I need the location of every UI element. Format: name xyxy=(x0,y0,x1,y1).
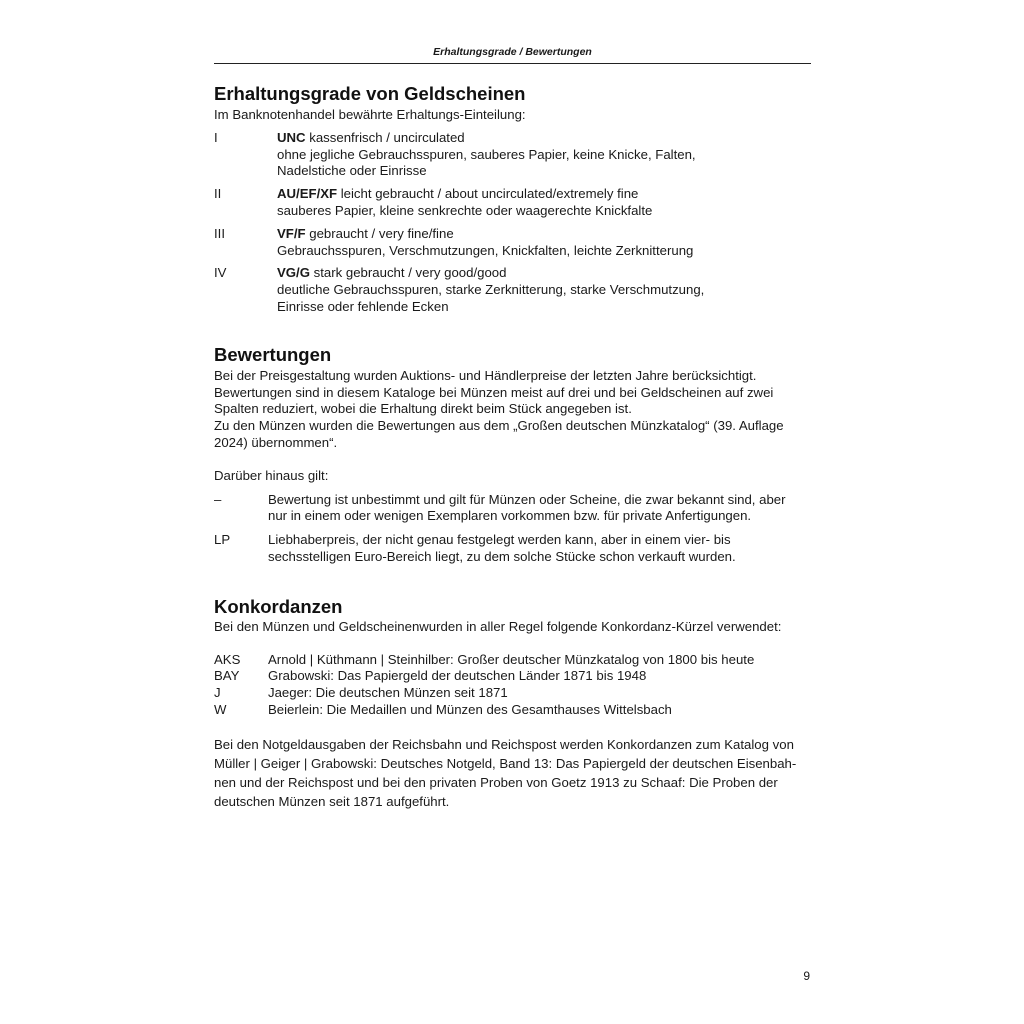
abbreviation-list xyxy=(214,652,811,719)
grade-label: kassenfrisch / uncirculated xyxy=(305,129,465,145)
paragraph-line: deutschen Münzen seit 1871 aufgeführt. xyxy=(214,793,450,809)
grade-detail-line: Einrisse oder fehlende Ecken xyxy=(277,298,449,314)
grade-detail-line: Gebrauchsspuren, Verschmutzungen, Knickfalten, leichte Zerknitterung xyxy=(277,242,694,258)
section-title-konkordanzen: Konkordanzen xyxy=(214,595,343,617)
grade-detail-line: ohne jegliche Gebrauchsspuren, sauberes Papier, keine Knicke, Falten, xyxy=(277,146,696,162)
abbreviation-text: Arnold | Küthmann | Steinhilber: Großer deutscher Münzkatalog von 1800 bis heute xyxy=(268,651,755,667)
paragraph-line: Bei den Notgeldausgaben der Reichsbahn und Reichspost werden Konkordanzen zum Katalog von xyxy=(214,736,794,752)
grades-list xyxy=(214,130,811,316)
grade-number: IV xyxy=(214,265,227,281)
definition-line: Bewertung ist unbestimmt und gilt für Münzen oder Scheine, die zwar bekannt sind, aber xyxy=(268,491,786,507)
abbreviation-text: Grabowski: Das Papiergeld der deutschen Länder 1871 bis 1948 xyxy=(268,668,647,684)
definitions-list xyxy=(214,492,811,566)
grade-detail-line: sauberes Papier, kleine senkrechte oder waagerechte Knickfalte xyxy=(277,202,653,218)
bewertungen-paragraph xyxy=(214,368,811,452)
abbreviation-row xyxy=(214,702,811,719)
page-content xyxy=(214,83,811,811)
grade-row xyxy=(214,130,811,180)
definition-text xyxy=(268,532,811,566)
grade-label: gebraucht / very fine/fine xyxy=(305,225,454,241)
grade-row xyxy=(214,186,811,220)
paragraph-line: Bewertungen sind in diesem Kataloge bei Münzen meist auf drei und bei Geldscheinen auf zwei xyxy=(214,384,774,400)
grade-label: leicht gebraucht / about uncirculated/extremely fine xyxy=(337,186,639,202)
definition-key: – xyxy=(214,491,222,507)
konkordanzen-intro: Bei den Münzen und Geldscheinenwurden in aller Regel folgende Konkordanz-Kürzel verwendet: xyxy=(214,618,782,634)
definition-row xyxy=(214,492,811,526)
grade-code: VF/F xyxy=(277,225,306,241)
closing-paragraph xyxy=(214,735,811,811)
section-intro: Im Banknotenhandel bewährte Erhaltungs-Einteilung: xyxy=(214,107,526,122)
grade-code: AU/EF/XF xyxy=(277,186,338,202)
definition-line: nur in einem oder wenigen Exemplaren vorkommen bzw. für private Anfertigungen. xyxy=(268,508,752,524)
paragraph-line: Zu den Münzen wurden die Bewertungen aus dem „Großen deutschen Münzkatalog“ (39. Auflage xyxy=(214,418,784,434)
definition-row xyxy=(214,532,811,566)
grade-description xyxy=(277,186,811,220)
abbreviation-key: AKS xyxy=(214,651,241,667)
definition-line: sechsstelligen Euro-Bereich liegt, zu dem solche Stücke schon verkauft wurden. xyxy=(268,548,736,564)
abbreviation-key: W xyxy=(214,701,227,717)
abbreviation-text: Jaeger: Die deutschen Münzen seit 1871 xyxy=(268,685,508,701)
additional-note: Darüber hinaus gilt: xyxy=(214,467,329,483)
definition-key: LP xyxy=(214,532,231,548)
paragraph-line: Spalten reduziert, wobei die Erhaltung direkt beim Stück angegeben ist. xyxy=(214,401,632,417)
paragraph-line: nen und der Reichspost und bei den privaten Proben von Goetz 1913 zu Schaaf: Die Proben der xyxy=(214,774,778,790)
paragraph-line: Bei der Preisgestaltung wurden Auktions- und Händlerpreise der letzten Jahre berücksichtigt. xyxy=(214,367,757,383)
abbreviation-text: Beierlein: Die Medaillen und Münzen des Gesamthauses Wittelsbach xyxy=(268,701,672,717)
definition-line: Liebhaberpreis, der nicht genau festgelegt werden kann, aber in einem vier- bis xyxy=(268,532,731,548)
abbreviation-row xyxy=(214,652,811,669)
section-title-bewertungen: Bewertungen xyxy=(214,343,332,365)
definition-text xyxy=(268,492,811,526)
grade-code: VG/G xyxy=(277,265,310,281)
abbreviation-key: BAY xyxy=(214,668,240,684)
grade-number: III xyxy=(214,225,225,241)
grade-row xyxy=(214,265,811,315)
abbreviation-row xyxy=(214,685,811,702)
page-number: 9 xyxy=(803,969,810,983)
grade-number: II xyxy=(214,186,222,202)
paragraph-line: 2024) übernommen“. xyxy=(214,434,338,450)
grade-description xyxy=(277,130,811,180)
header-rule xyxy=(214,63,811,64)
grade-number: I xyxy=(214,129,218,145)
grade-label: stark gebraucht / very good/good xyxy=(309,265,507,281)
abbreviation-key: J xyxy=(214,685,221,701)
running-header: Erhaltungsgrade / Bewertungen xyxy=(433,46,592,58)
grade-detail-line: Nadelstiche oder Einrisse xyxy=(277,163,427,179)
abbreviation-row xyxy=(214,668,811,685)
paragraph-line: Müller | Geiger | Grabowski: Deutsches Notgeld, Band 13: Das Papiergeld der deutschen Eisenbah- xyxy=(214,755,797,771)
grade-description xyxy=(277,226,811,260)
grade-description xyxy=(277,265,811,315)
grade-row xyxy=(214,226,811,260)
grade-code: UNC xyxy=(277,129,306,145)
grade-detail-line: deutliche Gebrauchsspuren, starke Zerknitterung, starke Verschmutzung, xyxy=(277,282,705,298)
section-title-erhaltungsgrade: Erhaltungsgrade von Geldscheinen xyxy=(214,83,526,104)
